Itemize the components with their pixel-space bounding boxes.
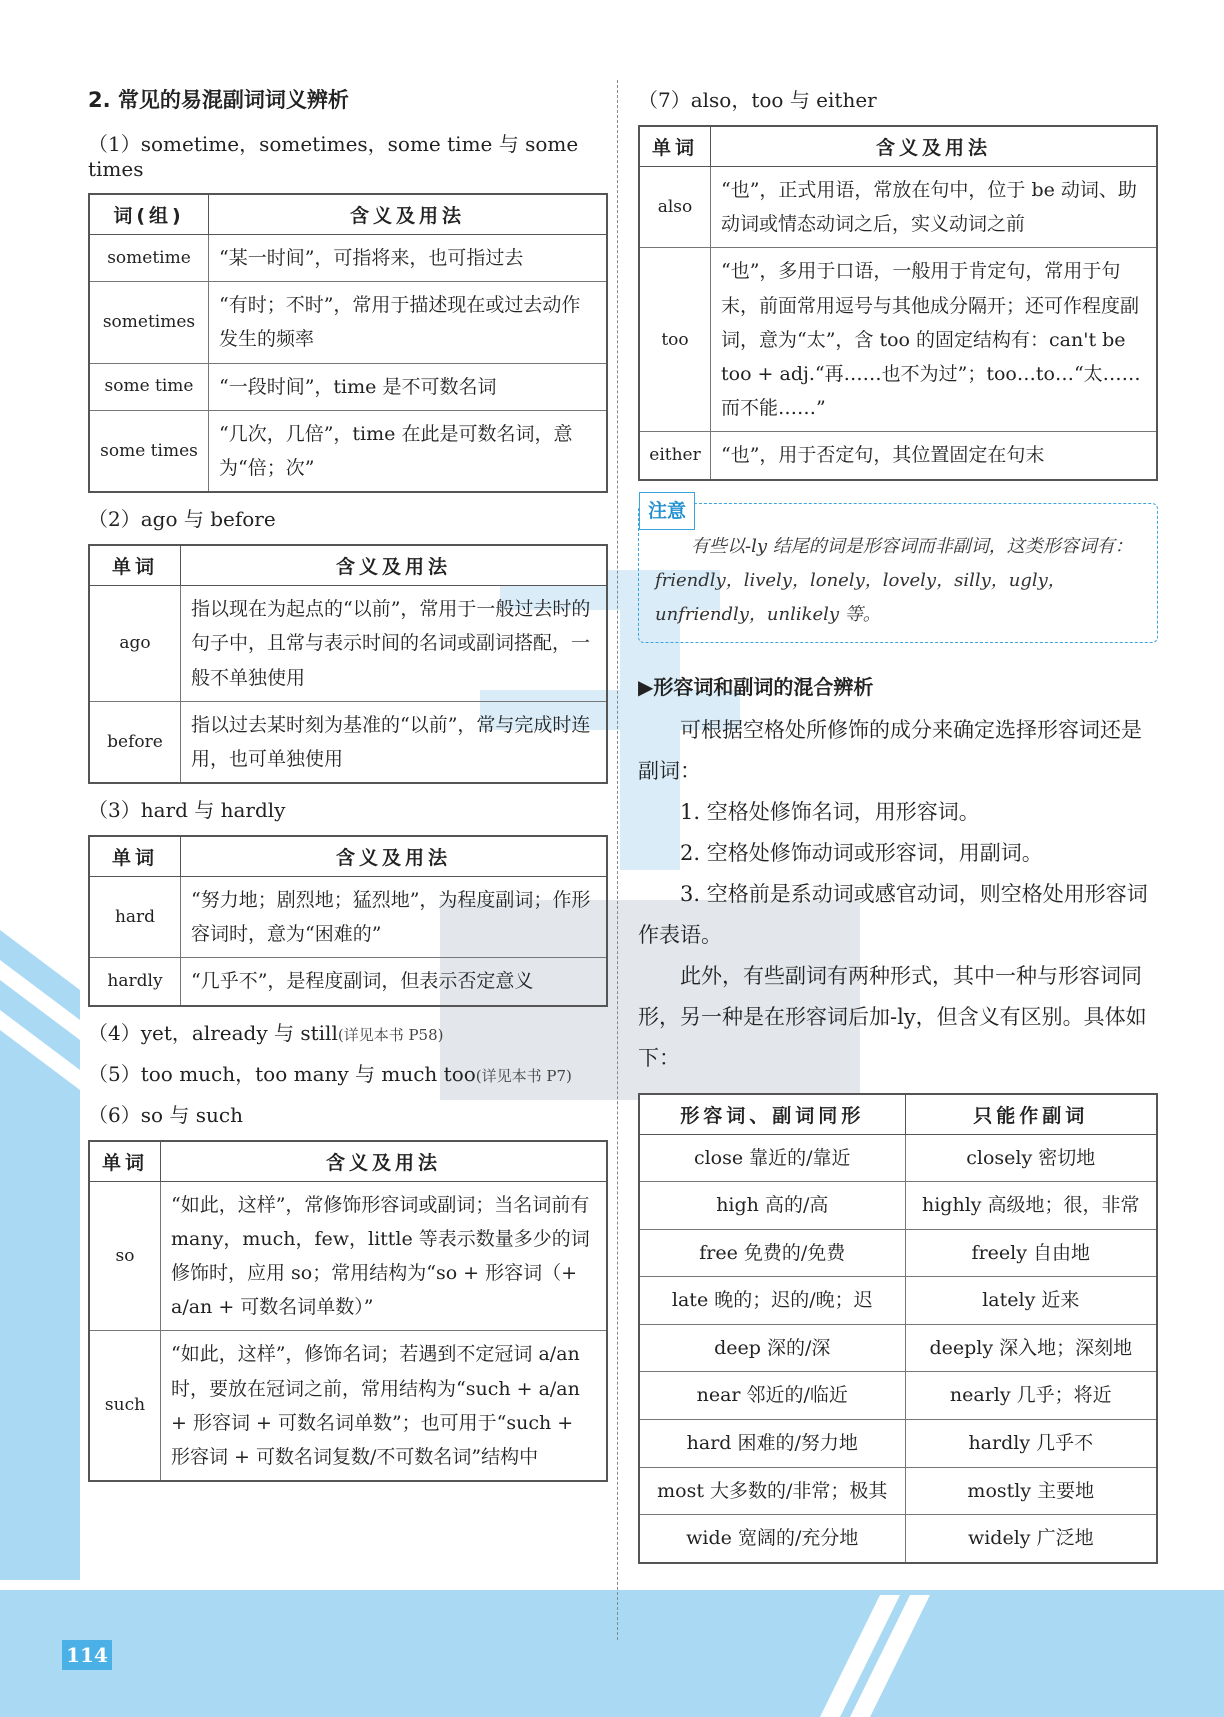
right-column	[638, 80, 1158, 1574]
meaning-cell: “如此，这样”，常修饰形容词或副词；当名词前有 many，much，few，little 等表示数量多少的词修饰时，应用 so；常用结构为“so + 形容词（+ a/an + 可数名词单数）”	[161, 1181, 608, 1331]
meaning-cell: “也”，正式用语，常放在句中，位于 be 动词、助动词或情态动词之后，实义动词之前	[711, 167, 1158, 248]
column-header: 单词	[89, 836, 181, 877]
table-row	[639, 1515, 1157, 1563]
column-header: 含义及用法	[161, 1141, 608, 1182]
section-heading: 2. 常见的易混副词词义辨析	[88, 88, 349, 112]
meaning-cell: “某一时间”，可指将来，也可指过去	[209, 235, 608, 282]
table-cell: highly 高级地；很，非常	[905, 1182, 1157, 1230]
column-header: 只能作副词	[905, 1094, 1157, 1135]
footer-band	[0, 1590, 1224, 1717]
table-row	[639, 1182, 1157, 1230]
subsection-title: （1）sometime，sometimes，some time 与 some times	[88, 132, 579, 181]
table-ago-before	[88, 544, 608, 784]
table-cell: late 晚的；迟的/晚；迟	[639, 1277, 905, 1325]
subsection-title: （7）also，too 与 either	[638, 88, 877, 112]
table-cell: mostly 主要地	[905, 1467, 1157, 1515]
word-cell: some time	[89, 363, 209, 410]
table-cell: wide 宽阔的/充分地	[639, 1515, 905, 1563]
left-column	[88, 80, 608, 1492]
table-row	[639, 1277, 1157, 1325]
rule-item: 1. 空格处修饰名词，用形容词。	[680, 799, 980, 824]
meaning-cell: “努力地；剧烈地；猛烈地”，为程度副词；作形容词时，意为“困难的”	[181, 877, 608, 958]
subsection-title	[88, 1058, 608, 1087]
subsection-title	[88, 1017, 608, 1046]
table-cell: high 高的/高	[639, 1182, 905, 1230]
table-cell: widely 广泛地	[905, 1515, 1157, 1563]
meaning-cell: “有时；不时”，常用于描述现在或过去动作发生的频率	[209, 282, 608, 363]
table-row	[639, 1134, 1157, 1182]
column-header: 含义及用法	[181, 545, 608, 586]
subsection-title: （2）ago 与 before	[88, 507, 276, 532]
table-row	[89, 410, 607, 492]
footer-stripes	[820, 1595, 930, 1717]
table-cell: hardly 几乎不	[905, 1420, 1157, 1468]
word-cell: hard	[89, 877, 181, 958]
table-also-too-either	[638, 125, 1158, 481]
rule-item: 3. 空格前是系动词或感官动词，则空格处用形容词作表语。	[638, 881, 1148, 947]
table-cell: free 免费的/免费	[639, 1229, 905, 1277]
note-text: 有些以-ly 结尾的词是形容词而非副词，这类形容词有：friendly，lively，lonely，lovely，silly，ugly，unfriendly，unlikely 等。	[655, 535, 1133, 625]
table-adj-adv-forms	[638, 1093, 1158, 1564]
table-row	[639, 432, 1157, 480]
column-header: 单词	[89, 1141, 161, 1182]
table-cell: freely 自由地	[905, 1229, 1157, 1277]
mix-paragraph: 此外，有些副词有两种形式，其中一种与形容词同形，另一种是在形容词后加-ly，但含义有区别。具体如下：	[638, 963, 1147, 1070]
table-row	[89, 877, 607, 958]
table-cell: lately 近来	[905, 1277, 1157, 1325]
word-cell: either	[639, 432, 711, 480]
table-cell: hard 困难的/努力地	[639, 1420, 905, 1468]
table-cell: deep 深的/深	[639, 1324, 905, 1372]
word-cell: such	[89, 1331, 161, 1481]
table-row	[639, 1420, 1157, 1468]
meaning-cell: “一段时间”，time 是不可数名词	[209, 363, 608, 410]
column-header: 单词	[639, 126, 711, 167]
column-header: 含义及用法	[209, 194, 608, 235]
word-cell: ago	[89, 586, 181, 702]
mix-section-title: ▶形容词和副词的混合辨析	[638, 675, 874, 700]
word-cell: so	[89, 1181, 161, 1331]
column-header: 词(组)	[89, 194, 209, 235]
column-header: 含义及用法	[711, 126, 1158, 167]
meaning-cell: “也”，多用于口语，一般用于肯定句，常用于句末，前面常用逗号与其他成分隔开；还可作程度副词，意为“太”，含 too 的固定结构有：can't be too + adj.“再……也不为过”；too…to…“太……而不能……”	[711, 248, 1158, 432]
meaning-cell: “也”，用于否定句，其位置固定在句末	[711, 432, 1158, 480]
table-cell: near 邻近的/临近	[639, 1372, 905, 1420]
word-cell: sometime	[89, 235, 209, 282]
subsection-title: （3）hard 与 hardly	[88, 798, 286, 823]
subsection-title: （6）so 与 such	[88, 1102, 243, 1127]
word-cell: too	[639, 248, 711, 432]
page-reference: (详见本书 P7)	[475, 1066, 572, 1085]
table-cell: closely 密切地	[905, 1134, 1157, 1182]
word-cell: also	[639, 167, 711, 248]
meaning-cell: “几次，几倍”，time 在此是可数名词，意为“倍；次”	[209, 410, 608, 492]
page-reference: (详见本书 P58)	[337, 1025, 444, 1044]
meaning-cell: 指以现在为起点的“以前”，常用于一般过去时的句子中，且常与表示时间的名词或副词搭配，一般不单独使用	[181, 586, 608, 702]
table-hard-hardly	[88, 835, 608, 1007]
word-cell: hardly	[89, 958, 181, 1006]
subsection-title-text: （5）too much，too many 与 much too	[88, 1061, 476, 1086]
table-so-such	[88, 1140, 608, 1483]
subsection-title-text: （4）yet，already 与 still	[88, 1020, 338, 1045]
table-row	[89, 235, 607, 282]
column-divider	[617, 80, 618, 1640]
table-cell: close 靠近的/靠近	[639, 1134, 905, 1182]
table-row	[639, 167, 1157, 248]
table-cell: deeply 深入地；深刻地	[905, 1324, 1157, 1372]
column-header: 含义及用法	[181, 836, 608, 877]
rule-item: 2. 空格处修饰动词或形容词，用副词。	[680, 840, 1043, 865]
page-number: 114	[62, 1640, 112, 1670]
note-box	[638, 499, 1158, 644]
word-cell: before	[89, 701, 181, 783]
word-cell: some times	[89, 410, 209, 492]
table-row	[639, 1372, 1157, 1420]
table-cell: most 大多数的/非常；极其	[639, 1467, 905, 1515]
table-row	[89, 1181, 607, 1331]
table-row	[639, 1467, 1157, 1515]
table-row	[639, 248, 1157, 432]
table-row	[89, 282, 607, 363]
table-row	[639, 1229, 1157, 1277]
table-sometime	[88, 193, 608, 493]
table-row	[89, 363, 607, 410]
table-row	[89, 1331, 607, 1481]
meaning-cell: “几乎不”，是程度副词，但表示否定意义	[181, 958, 608, 1006]
decorative-stripes	[0, 930, 80, 1580]
table-row	[639, 1324, 1157, 1372]
column-header: 单词	[89, 545, 181, 586]
mix-intro: 可根据空格处所修饰的成分来确定选择形容词还是副词：	[638, 718, 1142, 783]
table-row	[89, 701, 607, 783]
meaning-cell: 指以过去某时刻为基准的“以前”，常与完成时连用，也可单独使用	[181, 701, 608, 783]
table-row	[89, 958, 607, 1006]
meaning-cell: “如此，这样”，修饰名词；若遇到不定冠词 a/an 时，要放在冠词之前，常用结构为“such + a/an + 形容词 + 可数名词单数”；也可用于“such + 形容词 + 可数名词复数/不可数名词”结构中	[161, 1331, 608, 1481]
table-cell: nearly 几乎；将近	[905, 1372, 1157, 1420]
note-tag: 注意	[639, 492, 695, 530]
column-header: 形容词、副词同形	[639, 1094, 905, 1135]
table-row	[89, 586, 607, 702]
word-cell: sometimes	[89, 282, 209, 363]
